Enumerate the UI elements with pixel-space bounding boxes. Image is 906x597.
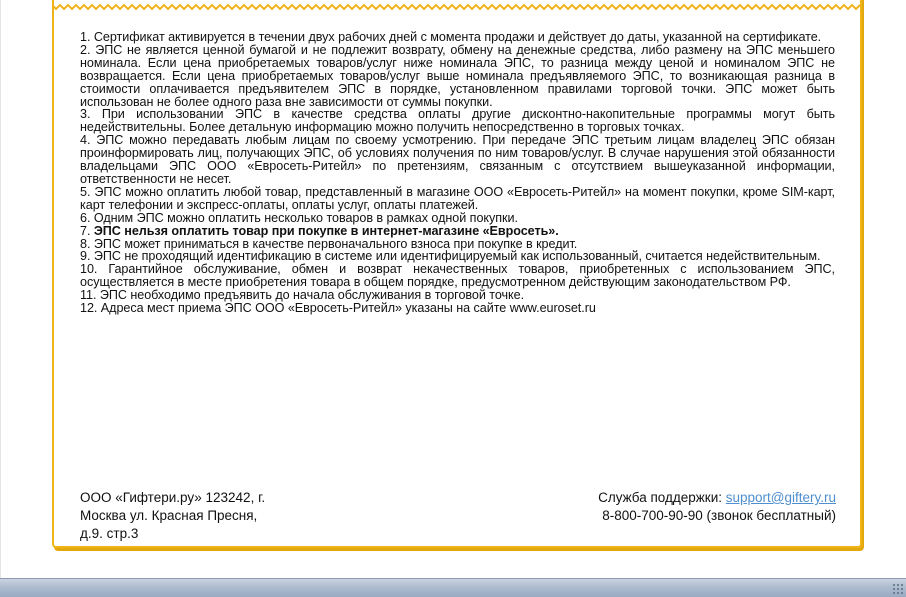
term-item-4: 4. ЭПС можно передавать любым лицам по своему усмотрению. При передаче ЭПС третьим лицам владелец ЭПС обязан проинформировать лиц, получающих ЭПС, об условиях получения по ним товаров/услуг. В случае нарушения этой обязанности владельцами ЭПС ООО «Евросеть-Ритейл» по претензиям, связанным с отсутствием вышеуказанной информации, ответственности не несет. [80,133,835,186]
company-address [80,489,340,543]
term-item-7-number: 7. [80,223,94,238]
address-line-2: Москва ул. Красная Пресня, [80,508,258,523]
term-item-8: 8. ЭПС может приниматься в качестве первоначального взноса при покупке в кредит. [80,236,578,251]
term-item-11: 11. ЭПС необходимо предъявить до начала обслуживания в торговой точке. [80,288,525,303]
term-item-3: 3. При использовании ЭПС в качестве средства оплаты другие дисконтно-накопительные программы могут быть недействительны. Более детальную информацию можно получить непосредственно в торговых точках. [80,107,835,135]
left-edge-line [0,0,1,578]
term-item-7-bold: ЭПС нельзя оплатить товар при покупке в интернет-магазине «Евросеть». [93,223,559,238]
term-item-1: 1. Сертификат активируется в течении двух рабочих дней с момента продажи и действует до даты, указанной на сертификате. [80,30,822,44]
term-item-5: 5. ЭПС можно оплатить любой товар, представленный в магазине ООО «Евросеть-Ритейл» на момент покупки, кроме SIM-карт, карт телефонии и экспресс-оплаты, оплаты услуг, оплаты платежей. [80,184,835,212]
resize-grip-icon[interactable] [892,583,904,595]
window-status-bar [0,578,906,597]
support-email-link[interactable]: support@giftery.ru [725,490,836,505]
term-item-7 [80,225,835,238]
certificate-zigzag-edge [52,0,862,14]
address-line-3: д.9. стр.3 [80,526,139,541]
term-item-12: 12. Адреса мест приема ЭПС ООО «Евросеть-Ритейл» указаны на сайте www.euroset.ru [80,301,596,316]
terms-list [80,31,835,315]
term-item-9: 9. ЭПС не проходящий идентификацию в системе или идентифицируемый как использованный, считается недействительным. [80,249,821,264]
term-item-2: 2. ЭПС не является ценной бумагой и не подлежит возврату, обмену на денежные средства, либо размену на ЭПС меньшего номинала. Если цена приобретаемых товаров/услуг ниже номинала ЭПС, то разница между ценой и номиналом ЭПС не возвращается. Если цена приобретаемых товаров/услуг выше номинала предъявляемого ЭПС, то возникающая разница в стоимости оплачивается предъявителем ЭПС в порядке, установленном правилами торговой точки. ЭПС может быть использован не более одного раза вне зависимости от суммы покупки. [80,42,835,109]
support-phone: 8-800-700-90-90 (звонок бесплатный) [602,508,836,523]
support-label: Служба поддержки: [598,490,726,505]
support-line [476,489,836,507]
term-item-10: 10. Гарантийное обслуживание, обмен и возврат некачественных товаров, приобретенных с использованием ЭПС, осуществляется в месте приобретения товара в общем порядке, предусмотренном действующим законодательством РФ. [80,262,835,290]
support-info [476,489,836,525]
term-item-6: 6. Одним ЭПС можно оплатить несколько товаров в рамках одной покупки. [80,210,518,225]
address-line-1: ООО «Гифтери.ру» 123242, г. [80,490,266,505]
